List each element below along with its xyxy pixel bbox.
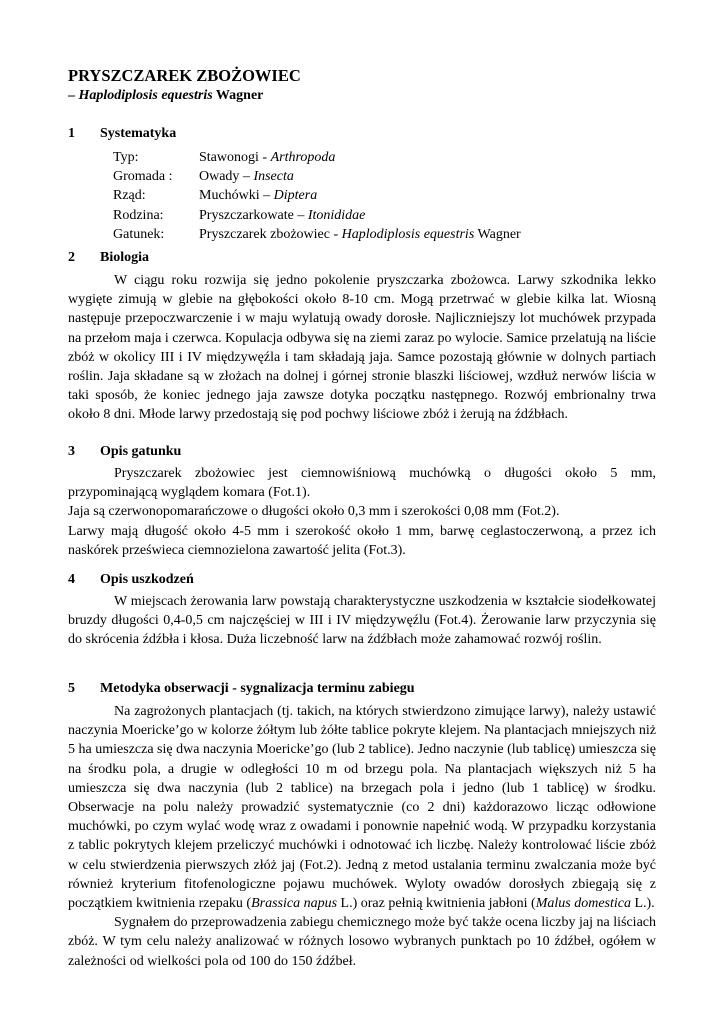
latin-name: Malus domestica (535, 896, 631, 912)
paragraph: W miejscach żerowania larw powstają charakterystyczne uszkodzenia w kształcie siodełkowatej bruzdy długości 0,4-0,5 cm najczęściej w III i IV międzywęźlu (Fot.4). Żerowanie larw przyczynia się do skrócenia źdźbła i kłosa. Duża liczebność larw na źdźbłach może zahamować rozwój roślin. (68, 594, 656, 648)
section-heading-biologia (68, 248, 149, 267)
latin-name: Brassica napus (251, 896, 338, 912)
taxonomy-row (113, 148, 521, 167)
paragraph: Pryszczarek zbożowiec jest ciemnowiśniową muchówką o długości około 5 mm, przypominającą wyglądem komara (Fot.1). (68, 466, 656, 501)
taxonomy-polish-name: Stawonogi - (199, 150, 271, 165)
paragraph-text: L.) oraz pełnią kwitnienia jabłoni ( (337, 896, 536, 912)
taxonomy-latin-name: Diptera (273, 188, 318, 204)
subtitle-author: Wagner (212, 88, 264, 103)
document-subtitle (68, 86, 263, 105)
taxonomy-latin-name: Insecta (253, 169, 294, 185)
section-title: Opis gatunku (100, 444, 182, 459)
taxonomy-value (199, 186, 317, 205)
taxonomy-row (113, 225, 521, 244)
section-body-opis-uszkodzen (68, 592, 656, 650)
paragraph-text: L.). (630, 896, 655, 912)
taxonomy-row (113, 186, 521, 205)
taxonomy-key: Gatunek: (113, 226, 165, 242)
taxonomy-key: Rodzina: (113, 207, 164, 223)
section-heading-metodyka (68, 679, 415, 698)
taxonomy-key: Typ: (113, 150, 139, 165)
taxonomy-polish-name: Owady – (199, 169, 254, 185)
taxonomy-latin-name: Arthropoda (270, 150, 336, 165)
section-number: 4 (68, 572, 75, 587)
section-title: Biologia (100, 250, 150, 265)
taxonomy-latin-name: Haplodiplosis equestris (341, 226, 475, 242)
document-title: PRYSZCZAREK ZBOŻOWIEC (68, 66, 301, 85)
section-heading-opis-uszkodzen (68, 570, 194, 589)
taxonomy-value (199, 167, 294, 186)
paragraph-text: Na zagrożonych plantacjach (tj. takich, na których stwierdzono zimujące larwy), należy ustawić naczynia Moericke’go w kolorze żółtym lub żółte tablice pokryte klejem. Na plantacjach mniejszych niż 5 ha umieszcza się dwa naczynia Moericke’go (lub 2 tablice). Jedno naczynie (lub tablicę) umieszcza się na środku pola, a drugie w odległości 10 m od brzegu pola. Na plantacjach większych niż 5 ha umieszcza się dwa naczynia (lub 2 tablice) na brzegach pola i jedno (lub 1 tablicę) w środku. Obserwacje na polu należy prowadzić systematycznie (co 2 dni) każdorazowo licząc odłowione muchówki, po czym wylać wodę wraz z owadami i ponownie napełnić wodą. W przypadku korzystania z tablic pokrytych klejem przeliczyć muchówki i odnotować ich liczbę. Należy kontrolować liście zbóż w celu stwierdzenia pierwszych złóż jaj (Fot.2). Jedną z metod ustalania terminu zwalczania może być również kryterium fitofenologiczne pojawu muchówek. Wyloty owadów dorosłych zbiegają się z początkiem kwitnienia rzepaku ( (68, 704, 656, 912)
section-heading-opis-gatunku (68, 442, 181, 461)
paragraph (68, 702, 656, 913)
taxonomy-author: Wagner (474, 226, 521, 242)
taxonomy-latin-name: Itonididae (307, 207, 366, 223)
paragraph: Sygnałem do przeprowadzenia zabiegu chemicznego może być także ocena liczby jaj na liściach zbóż. W tym celu należy analizować w różnych losowo wybranych punktach po 10 źdźbeł, ogółem w zależności od wielkości pola od 100 do 150 źdźbeł. (68, 915, 656, 969)
taxonomy-polish-name: Pryszczarkowate – (199, 207, 308, 223)
taxonomy-value (199, 148, 335, 167)
section-body-opis-gatunku (68, 464, 656, 560)
section-body-metodyka (68, 702, 656, 971)
taxonomy-row (113, 206, 521, 225)
section-number: 3 (68, 444, 75, 459)
taxonomy-key: Gromada : (113, 169, 173, 185)
taxonomy-value (199, 206, 365, 225)
taxonomy-polish-name: Pryszczarek zbożowiec - (199, 226, 342, 242)
section-heading-systematyka (68, 124, 176, 143)
taxonomy-value (199, 225, 521, 244)
taxonomy-row (113, 167, 521, 186)
section-title: Systematyka (100, 126, 177, 141)
subtitle-latin-name: Haplodiplosis equestris (78, 88, 213, 103)
section-title: Opis uszkodzeń (100, 572, 194, 587)
taxonomy-key: Rząd: (113, 188, 146, 204)
taxonomy-polish-name: Muchówki – (199, 188, 274, 204)
paragraph: W ciągu roku rozwija się jedno pokolenie pryszczarka zbożowca. Larwy szkodnika lekko wygięte zimują w glebie na głębokości około 8-10 cm. Mogą przetrwać w glebie kilka lat. Wiosną następuje przepoczwarczenie i w maju wylatują owady dorosłe. Najliczniejszy lot muchówek przypada na przełom maja i czerwca. Kopulacja odbywa się na ziemi zaraz po wylocie. Samice przelatują na liście zbóż w okolicy III i IV międzywęźla i tam składają jaja. Samce pozostają głównie w dolnych partiach roślin. Jaja składane są w złożach na dolnej i górnej stronie blaszki liściowej, wzdłuż nerwów liścia w taki sposób, że koniec jednego jaja zawsze dotyka początku następnego. Rozwój embrionalny trwa około 8 dni. Młode larwy przedostają się pod pochwy liściowe zbóż i żerują na źdźbłach. (68, 273, 656, 423)
paragraph: Larwy mają długość około 4-5 mm i szerokość około 1 mm, barwę ceglastoczerwoną, a przez ich naskórek prześwieca ciemnozielona zawartość jelita (Fot.3). (68, 523, 656, 558)
section-title: Metodyka obserwacji - sygnalizacja terminu zabiegu (100, 681, 415, 696)
section-body-biologia (68, 271, 656, 425)
subtitle-dash: – (68, 88, 79, 103)
section-number: 2 (68, 250, 75, 265)
taxonomy-table (113, 148, 521, 244)
section-number: 5 (68, 681, 75, 696)
section-number: 1 (68, 126, 75, 141)
paragraph: Jaja są czerwonopomarańczowe o długości około 0,3 mm i szerokości 0,08 mm (Fot.2). (68, 504, 560, 520)
